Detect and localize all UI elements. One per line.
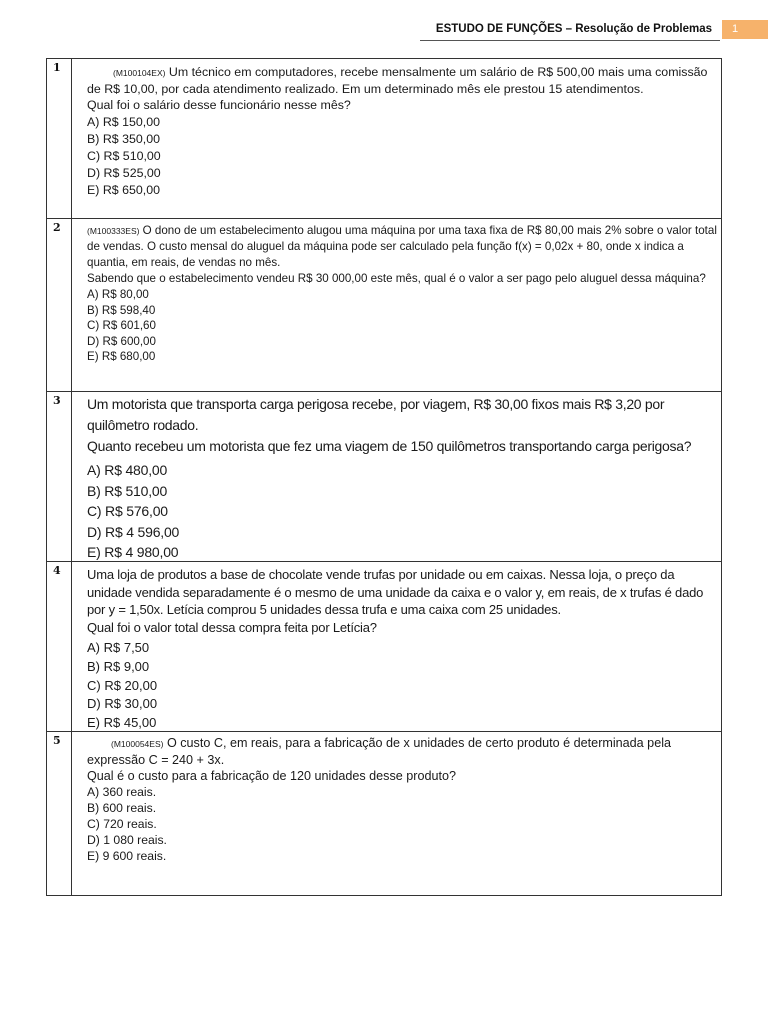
question-body [87, 64, 717, 199]
question-prompt: Qual foi o valor total dessa compra feita por Letícia? [87, 619, 377, 635]
question-number: 1 [53, 61, 61, 74]
option-d: D) R$ 30,00 [87, 696, 158, 712]
question-row-1 [47, 59, 721, 218]
page-number: 1 [732, 23, 739, 35]
answer-options [87, 460, 717, 563]
question-number: 2 [53, 221, 61, 234]
question-prompt: Qual foi o salário desse funcionário nesse mês? [87, 98, 351, 112]
option-b: B) 600 reais. [87, 801, 157, 816]
option-e: E) R$ 45,00 [87, 714, 157, 730]
option-b: B) R$ 510,00 [87, 482, 168, 499]
option-c: C) 720 reais. [87, 816, 157, 831]
question-prompt: Sabendo que o estabelecimento vendeu R$ 30 000,00 este mês, qual é o valor a ser pago pelo aluguel dessa máquina? [87, 272, 706, 285]
question-code: (M100333ES) [87, 226, 140, 236]
question-prompt: Qual é o custo para a fabricação de 120 unidades desse produto? [87, 768, 456, 783]
question-row-2 [47, 218, 721, 391]
option-b: B) R$ 350,00 [87, 132, 161, 146]
option-e: E) R$ 650,00 [87, 183, 161, 197]
page-header [0, 20, 768, 42]
option-a: A) 360 reais. [87, 785, 157, 800]
option-e: E) R$ 680,00 [87, 350, 156, 364]
question-stem [87, 736, 721, 769]
page-number-box [722, 20, 768, 39]
header-rule [420, 40, 720, 41]
option-a: A) R$ 7,50 [87, 640, 150, 656]
question-text: Um motorista que transporta carga perigosa recebe, por viagem, R$ 30,00 fixos mais R$ 3,20 por quilômetro rodado. [87, 396, 665, 433]
question-code: (M100054ES) [111, 739, 164, 749]
option-d: D) 1 080 reais. [87, 832, 167, 847]
header-title: ESTUDO DE FUNÇÕES – Resolução de Problemas [435, 23, 712, 35]
answer-options [87, 287, 717, 365]
answer-options [87, 114, 717, 199]
question-number: 5 [53, 734, 61, 747]
option-d: D) R$ 600,00 [87, 334, 156, 348]
question-number: 3 [53, 394, 61, 407]
question-row-4 [47, 561, 721, 731]
option-e: E) 9 600 reais. [87, 848, 167, 863]
question-body [87, 394, 717, 563]
question-text: Uma loja de produtos a base de chocolate vende trufas por unidade ou em caixas. Nessa loja, o preço da unidade vendida separadamente é o mesmo de uma unidade da caixa e o valor y, em reais, de x trufas é dado por y = 1,50x. Letícia comprou 5 unidades dessa trufa e uma caixa com 25 unidades. [87, 567, 704, 618]
question-text: Um técnico em computadores, recebe mensalmente um salário de R$ 500,00 mais uma comissão de R$ 10,00, por cada atendimento realizado. Em um determinado mês ele prestou 15 atendimentos. [87, 65, 708, 96]
option-d: D) R$ 4 596,00 [87, 523, 180, 540]
answer-options [87, 785, 721, 864]
question-row-5 [47, 731, 721, 895]
option-c: C) R$ 601,60 [87, 319, 156, 333]
questions-table [46, 58, 722, 896]
question-prompt: Quanto recebeu um motorista que fez uma viagem de 150 quilômetros transportando carga perigosa? [87, 438, 692, 454]
option-b: B) R$ 9,00 [87, 658, 150, 674]
question-stem [87, 64, 717, 97]
question-text: O custo C, em reais, para a fabricação de x unidades de certo produto é determinada pela expressão C = 240 + 3x. [87, 736, 671, 767]
option-c: C) R$ 576,00 [87, 503, 168, 519]
question-number: 4 [53, 564, 61, 577]
option-e: E) R$ 4 980,00 [87, 544, 179, 560]
question-row-3 [47, 391, 721, 561]
option-a: A) R$ 150,00 [87, 115, 161, 129]
question-body [87, 566, 719, 732]
option-d: D) R$ 525,00 [87, 166, 161, 180]
question-code: (M100104EX) [113, 68, 166, 78]
question-stem [87, 223, 717, 271]
option-a: A) R$ 80,00 [87, 288, 149, 301]
option-b: B) R$ 598,40 [87, 303, 156, 317]
option-a: A) R$ 480,00 [87, 462, 168, 478]
option-c: C) R$ 20,00 [87, 677, 158, 693]
question-text: O dono de um estabelecimento alugou uma máquina por uma taxa fixa de R$ 80,00 mais 2% sobre o valor total de vendas. O custo mensal do aluguel da máquina pode ser calculado pela função f(x) = 0,02x + 80, onde x indica a quantia, em reais, de vendas no mês. [87, 224, 717, 269]
option-c: C) R$ 510,00 [87, 149, 161, 163]
question-body [87, 736, 721, 864]
question-body [87, 223, 717, 365]
answer-options [87, 639, 719, 732]
